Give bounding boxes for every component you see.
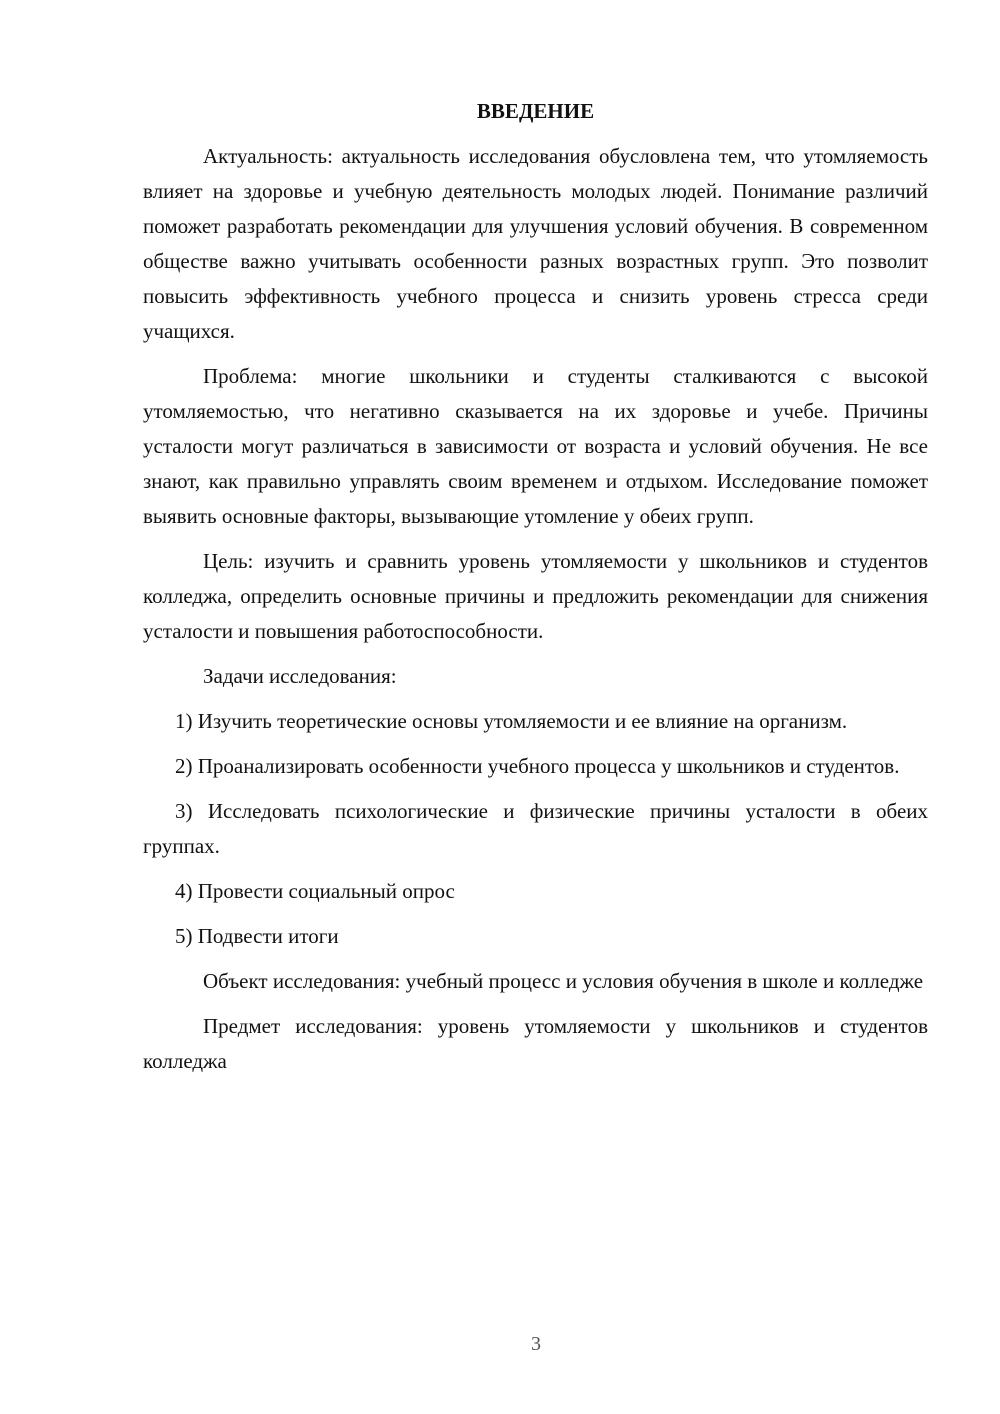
section-heading: ВВЕДЕНИЕ xyxy=(476,99,595,123)
relevance-paragraph: Актуальность: актуальность исследования обусловлена тем, что утомляемость влияет на здоровье и учебную деятельность молодых людей. Понимание различий поможет разработать рекомендации для улучшения условий обучения. В современном обществе важно учитывать особенности разных возрастных групп. Это позволит повысить эффективность учебного процесса и снизить уровень стресса среди учащихся. xyxy=(143,144,928,343)
page-number: 3 xyxy=(531,1333,541,1355)
task-item-5: 5) Подвести итоги xyxy=(175,924,339,948)
task-item-2: 2) Проанализировать особенности учебного процесса у школьников и студентов. xyxy=(175,754,900,778)
page-content xyxy=(143,94,928,1089)
goal-paragraph: Цель: изучить и сравнить уровень утомляемости у школьников и студентов колледжа, определить основные причины и предложить рекомендации для снижения усталости и повышения работоспособности. xyxy=(143,549,928,643)
task-item-3: 3) Исследовать психологические и физические причины усталости в обеих группах. xyxy=(143,799,928,858)
task-item-4: 4) Провести социальный опрос xyxy=(175,879,455,903)
task-item-1: 1) Изучить теоретические основы утомляемости и ее влияние на организм. xyxy=(175,709,848,733)
subject-paragraph: Предмет исследования: уровень утомляемости у школьников и студентов колледжа xyxy=(143,1014,928,1073)
tasks-title: Задачи исследования: xyxy=(203,664,397,688)
problem-paragraph: Проблема: многие школьники и студенты сталкиваются с высокой утомляемостью, что негативно сказывается на их здоровье и учебе. Причины усталости могут различаться в зависимости от возраста и условий обучения. Не все знают, как правильно управлять своим временем и отдыхом. Исследование поможет выявить основные факторы, вызывающие утомление у обеих групп. xyxy=(143,364,928,528)
object-paragraph: Объект исследования: учебный процесс и условия обучения в школе и колледже xyxy=(203,969,924,993)
